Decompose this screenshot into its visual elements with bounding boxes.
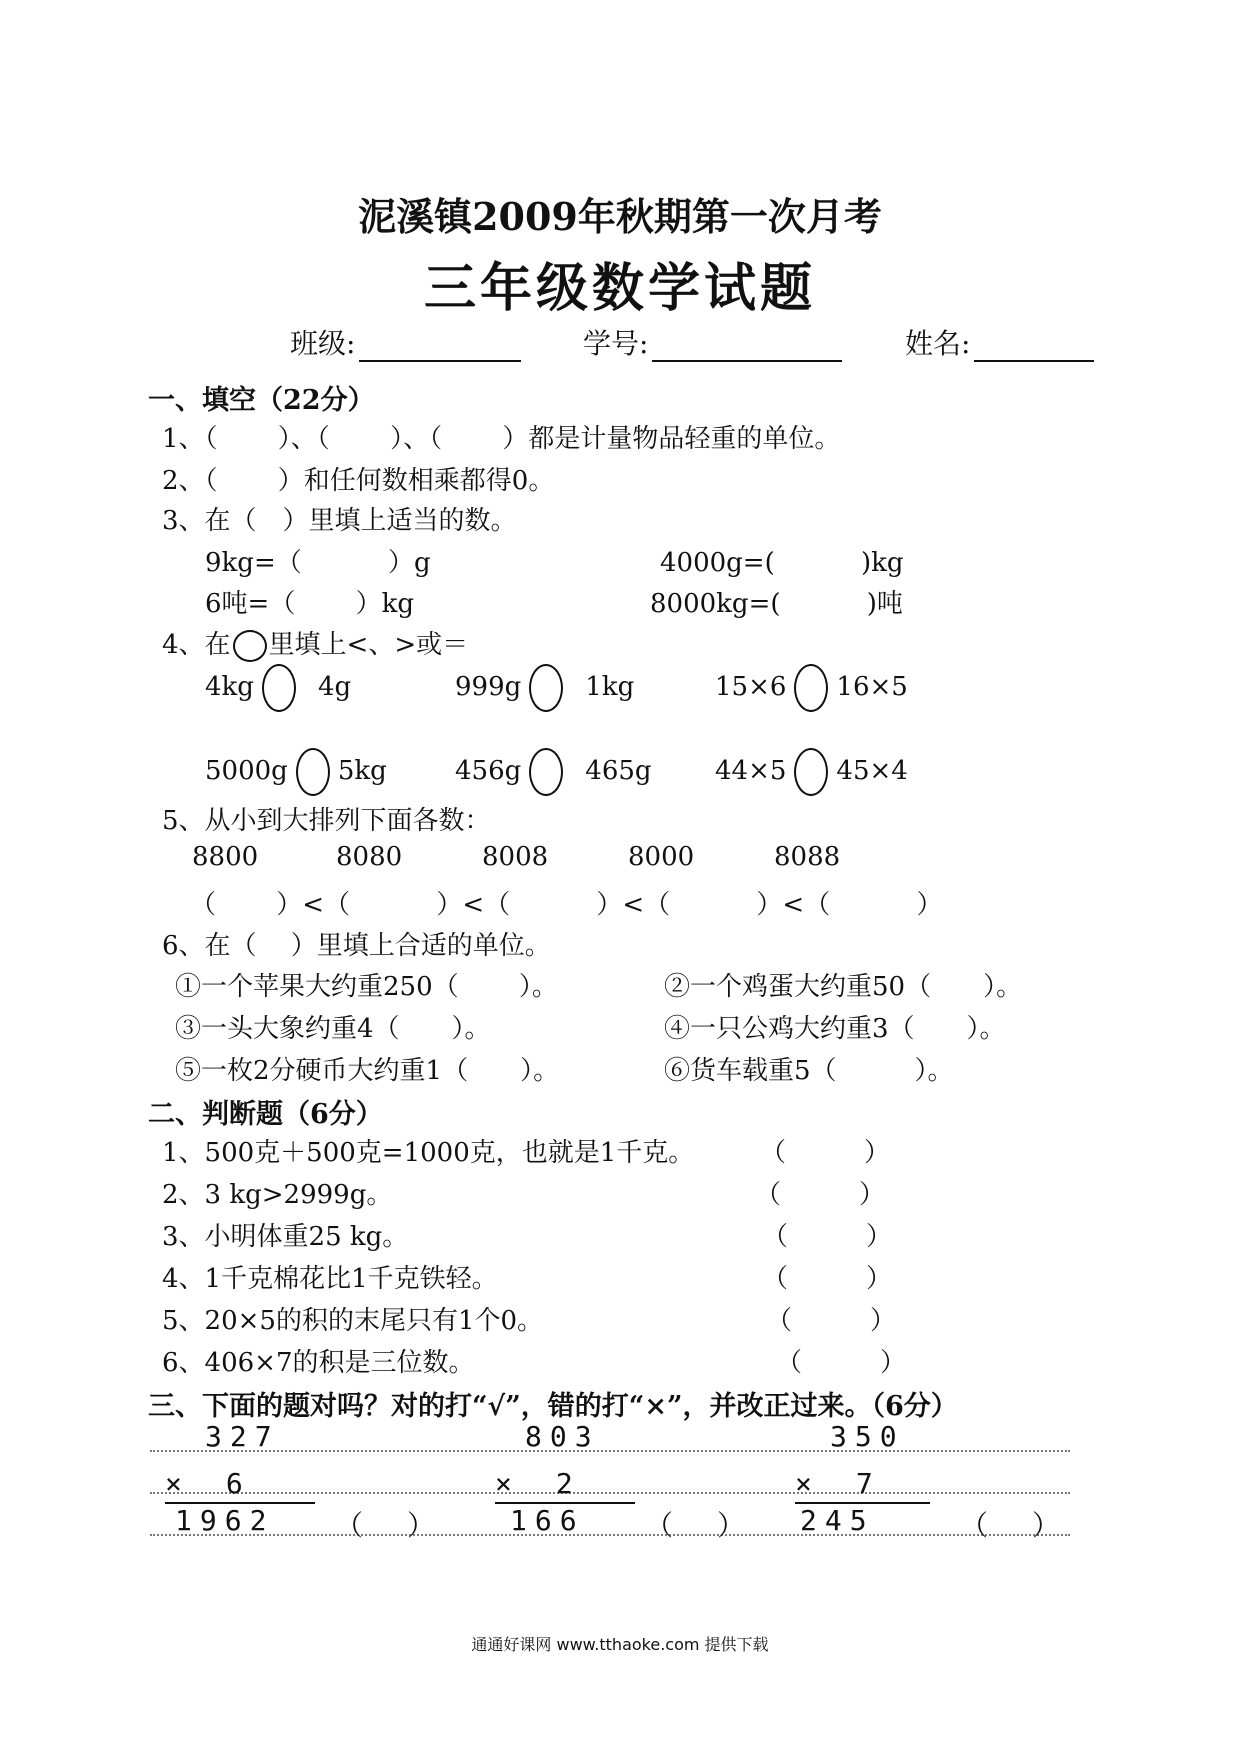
compare-item <box>205 748 387 796</box>
compare-left: 5000g <box>205 756 288 786</box>
oval-icon <box>233 630 267 662</box>
judge-mark[interactable]: （ ） <box>755 1180 886 1210</box>
dotted-guide <box>150 1450 1070 1452</box>
q6-item: ⑥货车载重5（ ）。 <box>664 1056 954 1086</box>
judge-mark[interactable]: （ ） <box>762 1222 893 1252</box>
class-label: 班级: <box>290 327 356 360</box>
judge-item: 2、3 kg>2999g。 <box>162 1180 393 1210</box>
compare-blank[interactable] <box>794 664 828 712</box>
q6-item: ③一头大象约重4（ ）。 <box>175 1014 491 1044</box>
compare-left: 15×6 <box>715 672 787 702</box>
compare-blank[interactable] <box>262 664 296 712</box>
compare-right: 5kg <box>337 756 387 786</box>
s1-q4-suffix: 里填上<、>或＝ <box>268 630 469 660</box>
s1-q3-item: 8000kg=( )吨 <box>650 589 903 619</box>
q6-item: ②一个鸡蛋大约重50（ ）。 <box>664 972 1023 1002</box>
s1-q1: 1、（ ）、（ ）、（ ）都是计量物品轻重的单位。 <box>162 424 841 454</box>
q5-number: 8088 <box>774 842 841 872</box>
judge-mark[interactable]: （ ） <box>776 1348 907 1378</box>
q5-number: 8008 <box>482 842 549 872</box>
exam-subtitle: 三年级数学试题 <box>423 258 816 319</box>
student-number-blank[interactable] <box>652 330 842 362</box>
compare-blank[interactable] <box>529 664 563 712</box>
dotted-guide <box>150 1534 1070 1536</box>
compare-item <box>715 664 908 712</box>
compare-item <box>205 664 351 712</box>
judge-item: 5、20×5的积的末尾只有1个0。 <box>162 1306 544 1336</box>
compare-item <box>455 664 634 712</box>
judge-item: 4、1千克棉花比1千克铁轻。 <box>162 1264 498 1294</box>
q6-item: ①一个苹果大约重250（ ）。 <box>175 972 558 1002</box>
calc-top: 803 <box>525 1420 600 1453</box>
judge-mark[interactable]: （ ） <box>766 1306 897 1336</box>
compare-right: 45×4 <box>836 756 908 786</box>
calc-top: 350 <box>830 1420 905 1453</box>
judge-item: 3、小明体重25 kg。 <box>162 1222 409 1252</box>
compare-right: 16×5 <box>836 672 908 702</box>
compare-item <box>455 748 652 796</box>
class-field[interactable] <box>290 322 521 362</box>
compare-left: 44×5 <box>715 756 787 786</box>
s1-q3-item: 4000g=( )kg <box>660 548 904 578</box>
s1-q3: 3、在（ ）里填上适当的数。 <box>162 506 517 536</box>
class-blank[interactable] <box>359 330 521 362</box>
s1-q6: 6、在（ ）里填上合适的单位。 <box>162 931 551 961</box>
calc-result: 1962 <box>175 1504 275 1537</box>
compare-right: 1kg <box>585 672 635 702</box>
section1-title: 一、填空（22分） <box>148 385 375 416</box>
compare-blank[interactable] <box>794 748 828 796</box>
calc-mark[interactable]: （ ） <box>335 1509 444 1542</box>
name-label: 姓名: <box>905 327 971 360</box>
q5-number: 8800 <box>192 842 259 872</box>
judge-mark[interactable]: （ ） <box>762 1264 893 1294</box>
s1-q4 <box>162 624 468 662</box>
compare-right: 465g <box>585 756 652 786</box>
s1-q4-prefix: 4、在 <box>162 630 231 660</box>
q5-answer-row[interactable]: （ ）<（ ）<（ ）<（ ）<（ ） <box>190 890 943 920</box>
calc-top: 327 <box>205 1420 280 1453</box>
compare-right: 4g <box>317 672 352 702</box>
section2-title: 二、判断题（6分） <box>148 1099 383 1130</box>
calc-multiplier: × 2 <box>495 1462 635 1504</box>
student-number-field[interactable] <box>583 322 842 362</box>
calc-mark[interactable]: （ ） <box>960 1509 1069 1542</box>
s1-q5: 5、从小到大排列下面各数： <box>162 806 491 836</box>
compare-blank[interactable] <box>296 748 330 796</box>
q6-item: ⑤一枚2分硬币大约重1（ ）。 <box>175 1056 560 1086</box>
compare-blank[interactable] <box>529 748 563 796</box>
judge-item: 6、406×7的积是三位数。 <box>162 1348 475 1378</box>
calc-multiplier: × 7 <box>795 1462 930 1504</box>
calc-mark[interactable]: （ ） <box>645 1509 754 1542</box>
name-blank[interactable] <box>974 330 1094 362</box>
q6-item: ④一只公鸡大约重3（ ）。 <box>664 1014 1006 1044</box>
s1-q3-item: 9kg=（ ）g <box>205 548 431 578</box>
judge-item: 1、500克＋500克=1000克，也就是1千克。 <box>162 1138 695 1168</box>
s1-q3-item: 6吨=（ ）kg <box>205 589 414 619</box>
exam-title: 泥溪镇2009年秋期第一次月考 <box>358 194 882 239</box>
judge-mark[interactable]: （ ） <box>760 1138 891 1168</box>
s1-q2: 2、（ ）和任何数相乘都得0。 <box>162 466 555 496</box>
student-number-label: 学号: <box>583 327 649 360</box>
calc-multiplier: × 6 <box>165 1462 315 1504</box>
compare-left: 999g <box>455 672 522 702</box>
calc-result: 166 <box>510 1504 585 1537</box>
calc-result: 245 <box>800 1504 875 1537</box>
q5-number: 8080 <box>336 842 403 872</box>
q5-number: 8000 <box>628 842 695 872</box>
name-field[interactable] <box>905 322 1094 362</box>
compare-left: 4kg <box>205 672 254 702</box>
section3-title: 三、下面的题对吗？对的打“√”，错的打“×”，并改正过来。（6分） <box>148 1391 958 1422</box>
footer-credit: 通通好课网 www.tthaoke.com 提供下载 <box>471 1635 769 1654</box>
compare-left: 456g <box>455 756 522 786</box>
compare-item <box>715 748 908 796</box>
